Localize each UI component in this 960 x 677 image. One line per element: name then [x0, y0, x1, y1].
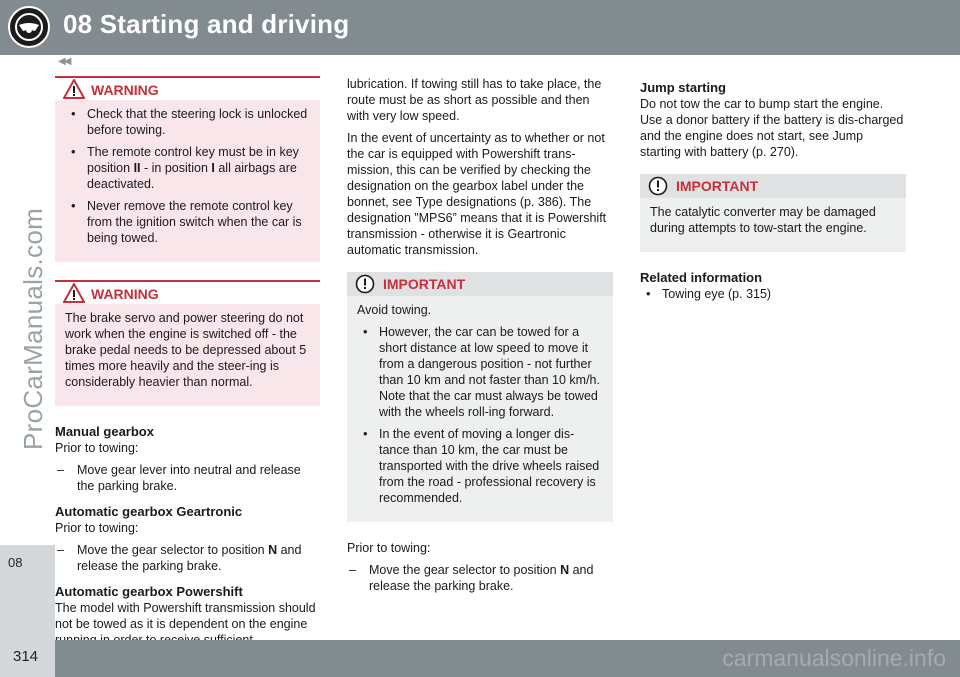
page-title: 08 Starting and driving — [63, 9, 350, 39]
warning-item: • Never remove the remote control key from the ignition switch when the car is being towed. — [65, 198, 310, 246]
footer-watermark: carmanualsonline.info — [722, 645, 946, 671]
important-text: The catalytic converter may be damaged during attempts to tow-start the engine. — [650, 205, 876, 235]
warning-label: WARNING — [91, 286, 159, 302]
watermark: ProCarManuals.com — [18, 207, 48, 450]
important-item: • However, the car can be towed for a short distance at low speed to move it from a dangerous position - not further than 10 km and not faster than 10 km/h. Note that the car must always be towed with the wheels roll-ing forward. — [357, 324, 603, 420]
page-number: 314 — [13, 648, 39, 665]
paragraph: Prior to towing: — [55, 521, 139, 535]
paragraph: The model with Powershift transmission should not be towed as it is dependent on the engine — [55, 601, 316, 631]
warning-triangle-icon — [63, 79, 85, 99]
important-box-2 — [640, 174, 906, 252]
step-item: – Move the gear selector to position N and release the parking brake. — [347, 562, 613, 594]
page-footer — [0, 640, 960, 677]
warning-item: • Check that the steering lock is unlocked before towing. — [65, 106, 310, 138]
warning-box-1 — [55, 76, 320, 262]
column-2 — [347, 76, 613, 600]
important-box-1 — [347, 272, 613, 522]
paragraph: Do not tow the car to bump start the engine. Use a donor battery if the battery is dis-charged and the engine does not start, see Jump starting with battery (p. 270). — [640, 97, 904, 159]
important-intro: Avoid towing. — [357, 303, 432, 317]
warning-item: • The remote control key must be in key position II - in position I all airbags are deactivated. — [65, 144, 310, 192]
section-heading-manual-gearbox: Manual gearbox — [55, 424, 154, 439]
paragraph: In the event of uncertainty as to whether or not the car is equipped with Powershift trans-mission, this can be verified by checking the designation on the gearbox label under the bonnet, see Type designations (p. 386). The designation ”MPS6” means that it is Powershift transmission - otherwise it is Geartronic automatic transmission. — [347, 131, 607, 257]
warning-label: WARNING — [91, 82, 159, 98]
paragraph: Prior to towing: — [55, 441, 139, 455]
steering-wheel-icon — [7, 5, 51, 49]
paragraph: Prior to towing: — [347, 541, 431, 555]
related-link[interactable]: • Towing eye (p. 315) — [640, 286, 906, 302]
step-item: – Move the gear selector to position N and release the parking brake. — [55, 542, 320, 574]
column-1 — [55, 76, 320, 654]
page-header — [0, 0, 960, 55]
warning-text: The brake servo and power steering do not work when the engine is switched off - the brake pedal needs to be depressed about 5 times more heavily and the steer-ing is considerably heavier than normal. — [65, 311, 307, 389]
important-label: IMPORTANT — [676, 178, 759, 194]
section-heading-geartronic: Automatic gearbox Geartronic — [55, 504, 243, 519]
section-heading-related-information: Related information — [640, 270, 763, 285]
chapter-number: 08 — [8, 555, 23, 570]
important-info-icon — [355, 274, 375, 294]
back-arrows-icon[interactable]: ◀◀ — [58, 56, 70, 67]
step-item: – Move gear lever into neutral and release the parking brake. — [55, 462, 320, 494]
section-heading-jump-starting: Jump starting — [640, 80, 726, 95]
important-info-icon — [648, 176, 668, 196]
section-heading-powershift: Automatic gearbox Powershift — [55, 584, 243, 599]
warning-triangle-icon — [63, 283, 85, 303]
important-label: IMPORTANT — [383, 276, 466, 292]
important-item: • In the event of moving a longer dis-tance than 10 km, the car must be transported with the drive wheels raised from the road - professional recovery is recommended. — [357, 426, 603, 506]
warning-box-2 — [55, 280, 320, 406]
column-3 — [640, 76, 906, 308]
paragraph: lubrication. If towing still has to take place, the route must be as short as possible and then with very low speed. — [347, 77, 602, 123]
